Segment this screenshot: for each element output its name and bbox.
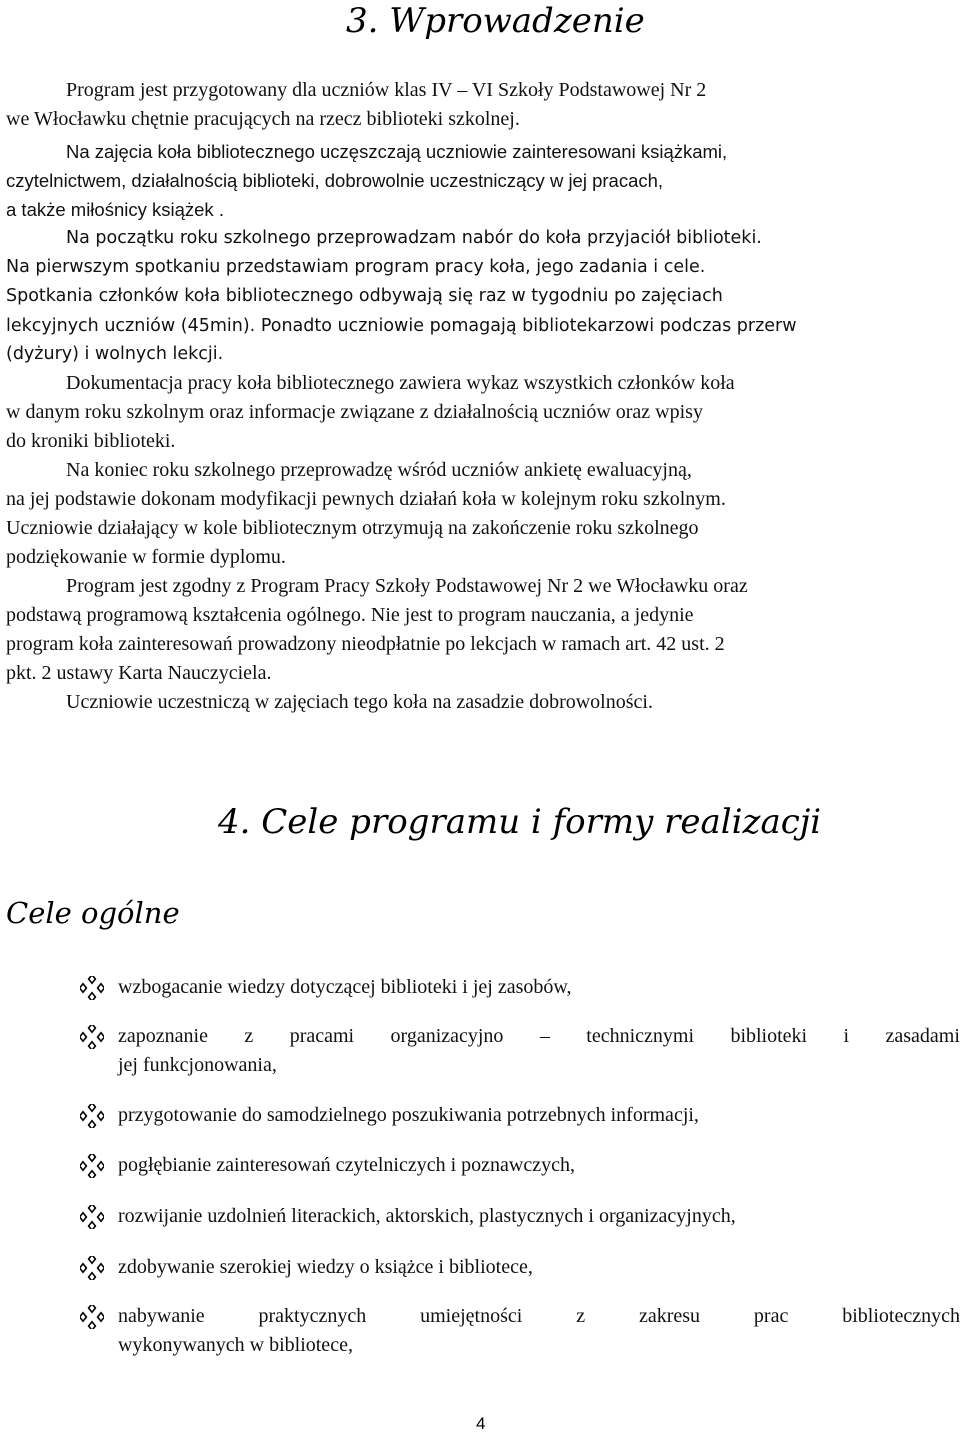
- list-item-word: –: [539, 1025, 550, 1047]
- text-line: podziękowanie w formie dyplomu.: [6, 546, 286, 568]
- text-line: (dyżury) i wolnych lekcji.: [6, 344, 224, 364]
- text-span: podstawą programową kształcenia ogólnego.: [6, 604, 366, 626]
- list-item-word: organizacyjno: [390, 1025, 504, 1047]
- text-line: [6, 601, 694, 630]
- text-line: na jej podstawie dokonam modyfikacji pewnych działań koła w kolejnym roku szkolnym.: [6, 488, 726, 510]
- list-item-word: umiejętności: [420, 1305, 523, 1327]
- text-span: lekcyjnych uczniów (45min).: [6, 316, 256, 336]
- list-item-word: z: [576, 1305, 586, 1327]
- text-line: Uczniowie działający w kole bibliotecznym otrzymują na zakończenie roku szkolnego: [6, 517, 699, 539]
- list-item-word: z: [244, 1025, 254, 1047]
- text-line: [6, 311, 797, 340]
- text-line: Na zajęcia koła bibliotecznego uczęszczają uczniowie zainteresowani książkami,: [66, 141, 728, 162]
- list-item-word: biblioteki: [730, 1025, 808, 1047]
- list-item-word: prac: [753, 1305, 789, 1327]
- subsection-title: Cele ogólne: [6, 896, 180, 930]
- text-line: Program jest zgodny z Program Pracy Szkoły Podstawowej Nr 2 we Włocławku oraz: [66, 575, 748, 597]
- list-item-word: technicznymi: [586, 1025, 695, 1047]
- four-diamond-star-icon: [80, 1305, 104, 1329]
- list-item-text: wzbogacanie wiedzy dotyczącej biblioteki i jej zasobów,: [118, 976, 572, 998]
- four-diamond-star-icon: [80, 1025, 104, 1049]
- text-line: Program jest przygotowany dla uczniów klas IV – VI Szkoły Podstawowej Nr 2: [66, 79, 707, 101]
- text-line: Uczniowie uczestniczą w zajęciach tego koła na zasadzie dobrowolności.: [66, 691, 653, 713]
- list-item-text: pogłębianie zainteresowań czytelniczych i poznawczych,: [118, 1154, 576, 1176]
- text-line: pkt. 2 ustawy Karta Nauczyciela.: [6, 662, 272, 684]
- text-line: Na koniec roku szkolnego przeprowadzę wśród uczniów ankietę ewaluacyjną,: [66, 459, 692, 481]
- list-item-word: i: [843, 1025, 850, 1047]
- text-line: Spotkania członków koła bibliotecznego odbywają się raz w tygodniu po zajęciach: [6, 286, 723, 306]
- text-span: Nie jest to program nauczania, a jedynie: [365, 604, 694, 626]
- text-line: Dokumentacja pracy koła bibliotecznego zawiera wykaz wszystkich członków koła: [66, 372, 735, 394]
- list-item-text: przygotowanie do samodzielnego poszukiwania potrzebnych informacji,: [118, 1104, 699, 1126]
- list-item-text: wykonywanych w bibliotece,: [118, 1334, 353, 1356]
- page-number: 4: [476, 1414, 486, 1433]
- text-line: czytelnictwem, działalnością biblioteki, dobrowolnie uczestniczący w jej pracach,: [6, 170, 664, 191]
- list-item-word: zakresu: [638, 1305, 701, 1327]
- list-item-word: zapoznanie: [118, 1025, 208, 1047]
- list-item-text: [118, 1302, 960, 1331]
- text-line: Na początku roku szkolnego przeprowadzam nabór do koła przyjaciół biblioteki.: [66, 228, 762, 248]
- list-item-word: pracami: [289, 1025, 355, 1047]
- four-diamond-star-icon: [80, 1256, 104, 1280]
- list-item-word: praktycznych: [258, 1305, 367, 1327]
- text-line: w danym roku szkolnym oraz informacje związane z działalnością uczniów oraz wpisy: [6, 401, 703, 423]
- text-span: Ponadto uczniowie pomagają bibliotekarzowi podczas przerw: [255, 316, 797, 336]
- text-line: Na pierwszym spotkaniu przedstawiam program pracy koła, jego zadania i cele.: [6, 257, 706, 277]
- section-4-title: 4. Cele programu i formy realizacji: [218, 802, 822, 842]
- list-item-text: [118, 1022, 960, 1051]
- list-item-text: jej funkcjonowania,: [118, 1054, 277, 1076]
- list-item-word: nabywanie: [118, 1305, 205, 1327]
- four-diamond-star-icon: [80, 1154, 104, 1178]
- list-item-text: zdobywanie szerokiej wiedzy o książce i bibliotece,: [118, 1256, 533, 1278]
- list-item-text: rozwijanie uzdolnień literackich, aktorskich, plastycznych i organizacyjnych,: [118, 1205, 736, 1227]
- text-line: do kroniki biblioteki.: [6, 430, 176, 452]
- text-line: program koła zainteresowań prowadzony nieodpłatnie po lekcjach w ramach art. 42 ust. 2: [6, 633, 725, 655]
- list-item-word: bibliotecznych: [842, 1305, 960, 1327]
- four-diamond-star-icon: [80, 1104, 104, 1128]
- list-item-word: zasadami: [885, 1025, 960, 1047]
- text-line: a także miłośnicy książek .: [6, 199, 224, 220]
- four-diamond-star-icon: [80, 976, 104, 1000]
- four-diamond-star-icon: [80, 1205, 104, 1229]
- section-3-title: 3. Wprowadzenie: [346, 1, 645, 41]
- text-line: we Włocławku chętnie pracujących na rzecz biblioteki szkolnej.: [6, 108, 520, 130]
